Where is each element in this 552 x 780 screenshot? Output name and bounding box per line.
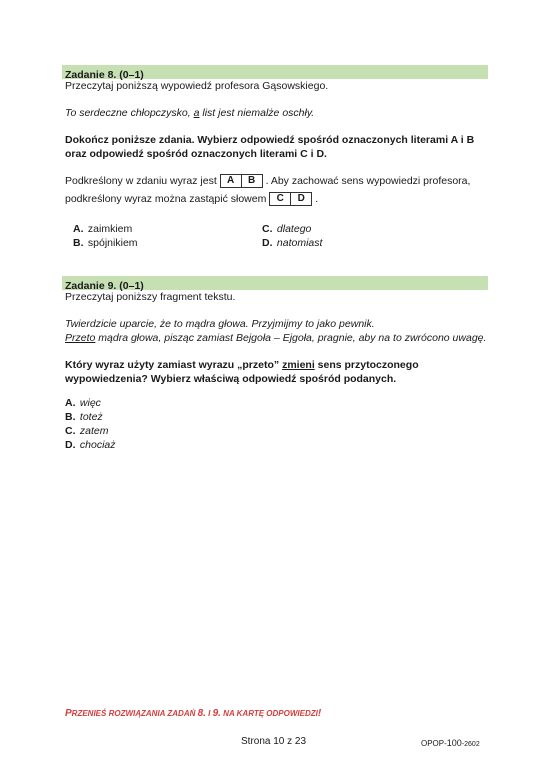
task-9-option-a[interactable] [65,396,101,410]
option-text: spójnikiem [87,237,138,249]
question-post: sens przytoczonego [314,359,419,371]
answer-box-c[interactable]: C [276,193,284,205]
note-part: P [65,708,72,719]
exam-code [421,736,480,752]
quote-pre: To serdeczne chłopczysko, [65,107,194,119]
option-letter: B. [65,411,76,423]
exam-code-mid: 100 [446,738,462,748]
quote-post: list jest niemalże oschły. [199,107,315,119]
fragment-rest: mądra głowa, pisząc zamiast Bejgoła – Ejgoła, pragnie, aby na to zwrócono uwagę. [95,332,487,344]
answer-box-d[interactable]: D [290,193,311,205]
sentence-1-pre: Podkreślony w zdaniu wyraz jest [65,175,217,187]
page-number: Strona 10 z 23 [241,736,307,747]
sentence-1-post: . Aby zachować sens wypowiedzi profesora, [265,175,471,187]
option-letter: C. [262,223,273,235]
task-9-question-line1 [65,358,419,372]
task-9-option-c[interactable] [65,424,109,438]
option-text: toteż [79,411,103,423]
task-9-instruction: Przeczytaj poniższy fragment tekstu. [65,291,236,303]
note-part: ! [317,708,322,719]
quote-underlined-word: a [193,107,200,119]
option-letter: D. [262,237,273,249]
task-9-fragment-line2 [65,331,486,345]
task-9-title: Zadanie 9. (0–1) [65,280,144,292]
option-text: więc [79,397,101,409]
answer-box-cd[interactable] [269,192,312,206]
option-text: natomiast [276,237,323,249]
exam-code-prefix: OPOP- [421,739,447,748]
fragment-underlined-word: Przeto [65,332,96,344]
note-part: 8. [197,708,206,719]
task-9-option-d[interactable] [65,438,116,452]
task-8-title: Zadanie 8. (0–1) [65,69,144,81]
task-8-header [62,65,488,79]
task-8-command-line2: oraz odpowiedź spośród oznaczonych literami C i D. [65,148,327,160]
task-8-sentence-1 [65,174,470,188]
task-8-sentence-2 [65,192,318,206]
answer-box-a[interactable]: A [227,175,235,187]
answer-box-b[interactable]: B [241,175,262,187]
task-8-option-b[interactable] [73,236,138,250]
sentence-2-post: . [315,193,319,205]
question-underlined-word: zmieni [282,359,315,371]
note-part: 9. [212,708,221,719]
sentence-2-pre: podkreślony wyraz można zastąpić słowem [65,193,267,205]
option-text: zaimkiem [87,223,133,235]
option-letter: D. [65,439,76,451]
note-part: RZENIEŚ ROZWIĄZANIA ZADAŃ [71,709,198,718]
option-text: zatem [79,425,109,437]
option-text: dlatego [276,223,312,235]
transfer-answers-note [65,708,321,719]
task-9-question-line2: wypowiedzenia? Wybierz właściwą odpowiedź spośród podanych. [65,373,397,385]
option-letter: B. [73,237,84,249]
task-8-command-line1: Dokończ poniższe zdania. Wybierz odpowiedź spośród oznaczonych literami A i B [65,134,475,146]
note-part: I [205,709,213,718]
option-letter: A. [73,223,84,235]
task-8-instruction: Przeczytaj poniższą wypowiedź profesora Gąsowskiego. [65,80,329,92]
task-9-fragment-line1: Twierdzicie uparcie, że to mądra głowa. Przyjmijmy to jako pewnik. [65,318,375,330]
option-letter: A. [65,397,76,409]
note-part: NA KARTĘ ODPOWIEDZI [220,709,318,718]
answer-box-ab[interactable] [220,174,263,188]
question-pre: Który wyraz użyty zamiast wyrazu „przeto” [65,359,283,371]
option-letter: C. [65,425,76,437]
task-8-option-a[interactable] [73,222,132,236]
task-9-header [62,276,488,290]
task-8-option-c[interactable] [262,222,311,236]
exam-code-suffix: -2602 [461,741,480,748]
task-8-quote [65,106,314,120]
task-9-option-b[interactable] [65,410,103,424]
option-text: chociaż [79,439,116,451]
task-8-option-d[interactable] [262,236,322,250]
